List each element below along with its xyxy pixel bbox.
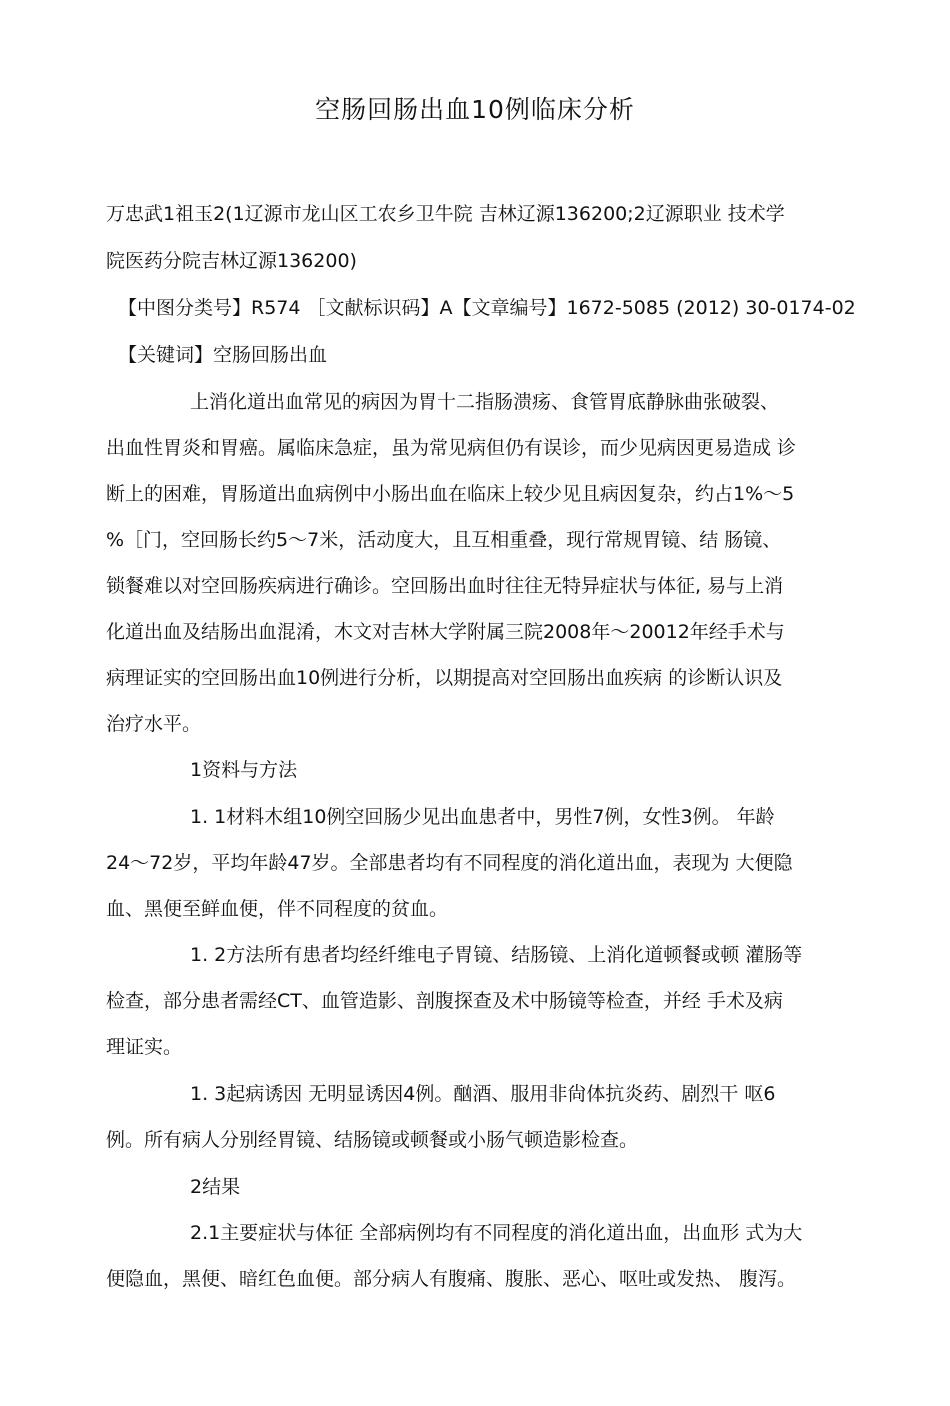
article-title: 空肠回肠出血10例临床分析 [315, 95, 635, 124]
section-1-heading: 1资料与方法 [190, 759, 298, 781]
intro-line-4: %［门，空回肠长约5〜7米，活动度大，且互相重叠，现行常规胃镜、结 肠镜、 [106, 529, 782, 551]
s1-1-line-3: 血、黑便至鲜血便，伴不同程度的贫血。 [106, 898, 449, 920]
intro-line-8: 治疗水平。 [106, 713, 202, 735]
intro-line-1: 上消化道出血常见的病因为胃十二指肠溃疡、食管胃底静脉曲张破裂、 [190, 391, 780, 413]
s1-2-line-3: 理证实。 [106, 1036, 183, 1058]
s1-1-line-1: 1. 1材料木组10例空回肠少见出血患者中，男性7例，女性3例。 年龄 [190, 806, 775, 828]
intro-line-7: 病理证实的空回肠出血10例进行分析，以期提高对空回肠出血疾病 的诊断认识及 [106, 667, 783, 689]
s1-2-line-2: 检查，部分患者需经CT、血管造影、剖腹探查及术中肠镜等检查，并经 手术及病 [106, 990, 783, 1012]
keywords-line: 【关键词】空肠回肠出血 [118, 344, 328, 366]
s2-1-line-1: 2.1主要症状与体征 全部病例均有不同程度的消化道出血，出血形 式为大 [190, 1222, 803, 1244]
authors-line-2: 院医药分院吉林辽源136200) [106, 250, 357, 272]
s1-3-line-2: 例。所有病人分别经胃镜、结肠镜或顿餐或小肠气顿造影检查。 [106, 1129, 639, 1151]
classification-line: 【中图分类号】R574 ［文献标识码】A【文章编号】1672-5085 (2012) 30-0174-02 [118, 297, 856, 319]
section-2-heading: 2结果 [190, 1176, 241, 1198]
s2-1-line-2: 便隐血，黑便、暗红色血便。部分病人有腹痛、腹胀、恶心、呕吐或发热、 腹泻。 [106, 1268, 797, 1290]
intro-line-3: 断上的困难，胃肠道出血病例中小肠出血在临床上较少见且病因复杂，约占1%〜5 [106, 483, 795, 505]
intro-line-2: 出血性胃炎和胃癌。属临床急症，虽为常见病但仍有误诊，而少见病因更易造成 诊 [106, 437, 797, 459]
intro-line-6: 化道出血及结肠出血混淆，木文对吉林大学附属三院2008年〜20012年经手术与 [106, 621, 785, 643]
s1-3-line-1: 1. 3起病诱因 无明显诱因4例。酗酒、服用非尙体抗炎药、剧烈干 呕6 [190, 1083, 776, 1105]
authors-line-1: 万忠武1祖玉2(1辽源市龙山区工农乡卫牛院 吉林辽源136200;2辽源职业 技术学 [106, 203, 785, 225]
intro-line-5: 锁餐难以对空回肠疾病进行确诊。空回肠出血时往往无特异症状与体征, 易与上消 [106, 575, 784, 597]
s1-1-line-2: 24〜72岁，平均年龄47岁。全部患者均有不同程度的消化道出血，表现为 大便隐 [106, 852, 793, 874]
s1-2-line-1: 1. 2方法所有患者均经纤维电子胃镜、结肠镜、上消化道顿餐或顿 灌肠等 [190, 944, 803, 966]
